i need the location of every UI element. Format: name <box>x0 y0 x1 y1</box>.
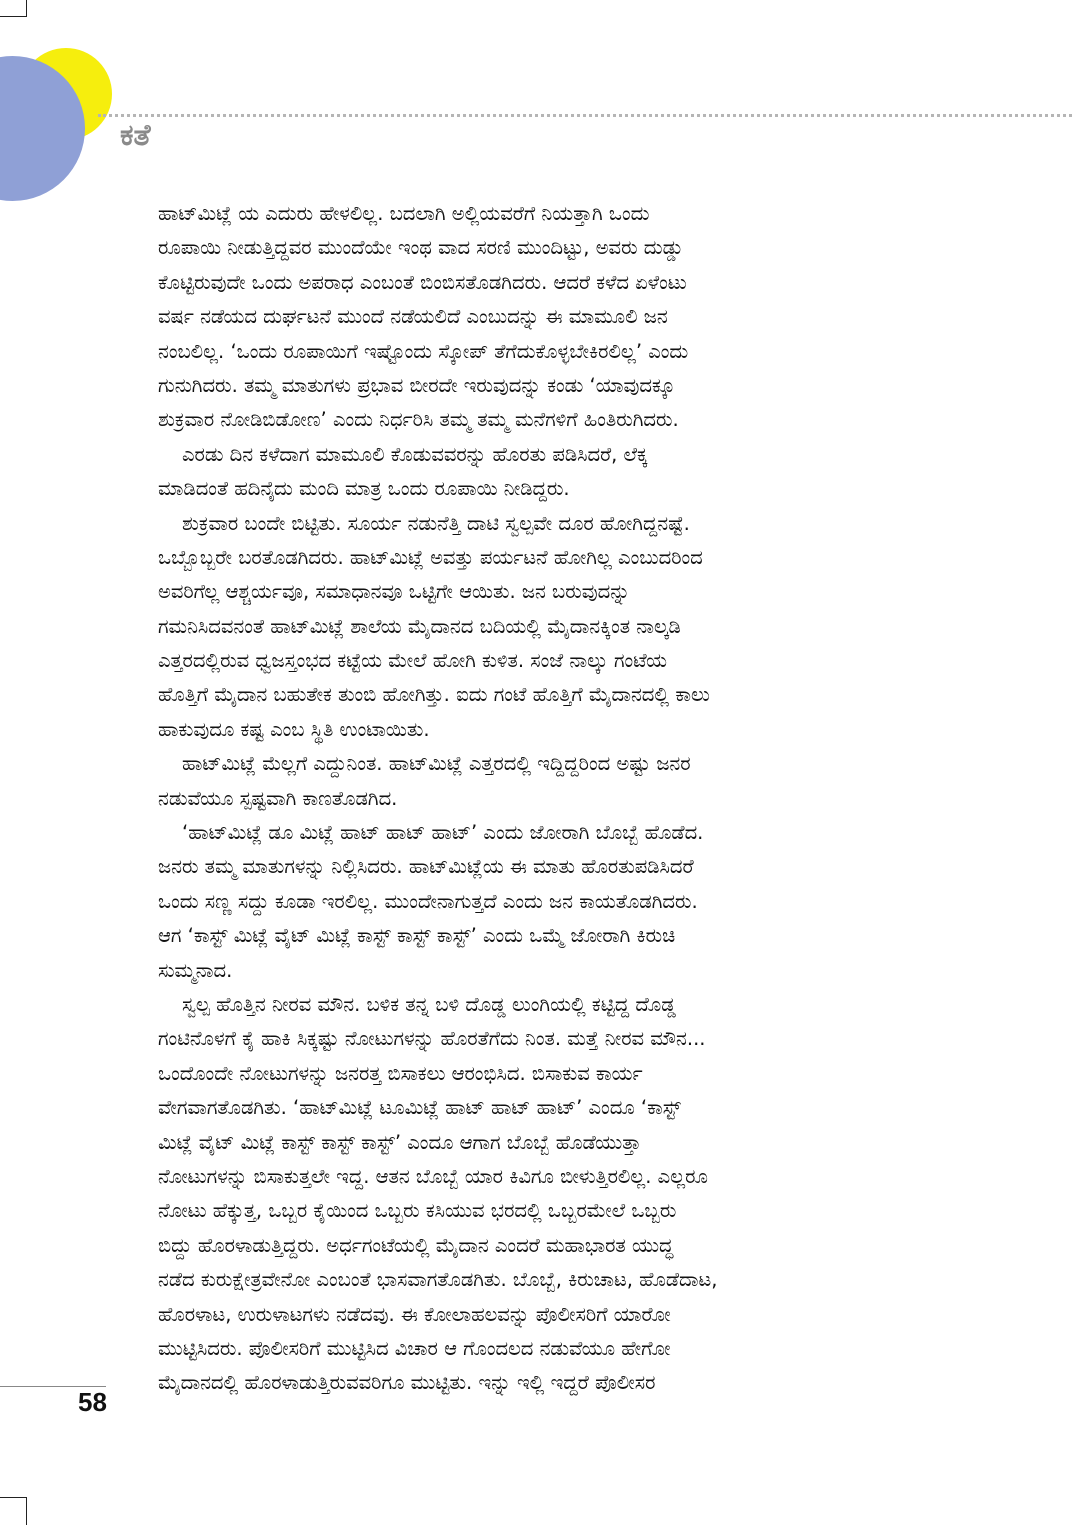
article-line: ಹಾಟ್‌ಮಿಟ್ಲೆ ಮೆಲ್ಲಗೆ ಎದ್ದುನಿಂತ. ಹಾಟ್‌ಮಿಟ್ಲೆ ಎತ್ತರದಲ್ಲಿ ಇದ್ದಿದ್ದರಿಂದ ಅಷ್ಟು ಜನರ <box>182 752 691 776</box>
article-line: ಒಂದು ಸಣ್ಣ ಸದ್ದು ಕೂಡಾ ಇರಲಿಲ್ಲ. ಮುಂದೇನಾಗುತ್ತದೆ ಎಂದು ಜನ ಕಾಯತೊಡಗಿದರು. <box>158 889 698 913</box>
article-line: ಮಿಟ್ಲೆ ವೈಟ್ ಮಿಟ್ಲೆ ಕಾಸ್ಟ್ ಕಾಸ್ಟ್ ಕಾಸ್ಟ್’ ಎಂದೂ ಆಗಾಗ ಬೊಬ್ಬೆ ಹೊಡೆಯುತ್ತಾ <box>158 1130 642 1154</box>
article-line: ಸುಮ್ಮನಾದ. <box>158 958 233 982</box>
crop-mark-top <box>0 16 26 17</box>
article-line: ನಡುವೆಯೂ ಸ್ಪಷ್ಟವಾಗಿ ಕಾಣತೊಡಗಿದ. <box>158 786 398 810</box>
article-line: ವರ್ಷ ನಡೆಯದ ದುರ್ಘಟನೆ ಮುಂದೆ ನಡೆಯಲಿದೆ ಎಂಬುದನ್ನು ಈ ಮಾಮೂಲಿ ಜನ <box>158 305 668 329</box>
crop-mark-bottom-vertical <box>26 1497 27 1525</box>
article-line: ಎರಡು ದಿನ ಕಳೆದಾಗ ಮಾಮೂಲಿ ಕೊಡುವವರನ್ನು ಹೊರತು ಪಡಿಸಿದರೆ, ಲೆಕ್ಕ <box>182 442 648 466</box>
article-line: ಹಾಟ್‌ಮಿಟ್ಲೆ ಯ ಎದುರು ಹೇಳಲಿಲ್ಲ. ಬದಲಾಗಿ ಅಲ್ಲಿಯವರೆಗೆ ನಿಯತ್ತಾಗಿ ಒಂದು <box>158 202 650 225</box>
article-line: ಗಂಟಿನೊಳಗೆ ಕೈ ಹಾಕಿ ಸಿಕ್ಕಷ್ಟು ನೋಟುಗಳನ್ನು ಹೊರತೆಗೆದು ನಿಂತ. ಮತ್ತೆ ನೀರವ ಮೌನ... <box>158 1027 706 1051</box>
article-line: ಹಾಕುವುದೂ ಕಷ್ಟ ಎಂಬ ಸ್ಥಿತಿ ಉಂಟಾಯಿತು. <box>158 717 430 741</box>
article-line: ಶುಕ್ರವಾರ ನೋಡಿಬಿಡೋಣ’ ಎಂದು ನಿರ್ಧರಿಸಿ ತಮ್ಮ ತಮ್ಮ ಮನೆಗಳಿಗೆ ಹಿಂತಿರುಗಿದರು. <box>158 408 679 432</box>
article-line: ಮೈದಾನದಲ್ಲಿ ಹೊರಳಾಡುತ್ತಿರುವವರಿಗೂ ಮುಟ್ಟಿತು. ಇನ್ನು ಇಲ್ಲಿ ಇದ್ದರೆ ಪೊಲೀಸರ <box>158 1371 656 1395</box>
header-dotted-rule <box>98 114 1072 117</box>
article-line: ಒಂದೊಂದೇ ನೋಟುಗಳನ್ನು ಜನರತ್ತ ಬಿಸಾಕಲು ಆರಂಭಿಸಿದ. ಬಿಸಾಕುವ ಕಾರ್ಯ <box>158 1061 643 1085</box>
article-line: ಗುನುಗಿದರು. ತಮ್ಮ ಮಾತುಗಳು ಪ್ರಭಾವ ಬೀರದೇ ಇರುವುದನ್ನು ಕಂಡು ‘ಯಾವುದಕ್ಕೂ <box>158 373 676 397</box>
article-body <box>158 197 903 1401</box>
article-line: ನಂಬಲಿಲ್ಲ. ‘ಒಂದು ರೂಪಾಯಿಗೆ ಇಷ್ಟೊಂದು ಸ್ಕೋಪ್ ತೆಗೆದುಕೊಳ್ಳಬೇಕಿರಲಿಲ್ಲ’ ಎಂದು <box>158 339 689 363</box>
article-line: ಮುಟ್ಟಿಸಿದರು. ಪೊಲೀಸರಿಗೆ ಮುಟ್ಟಿಸಿದ ವಿಚಾರ ಆ ಗೊಂದಲದ ನಡುವೆಯೂ ಹೇಗೋ <box>158 1336 671 1360</box>
article-line: ಕೊಟ್ಟಿರುವುದೇ ಒಂದು ಅಪರಾಧ ಎಂಬಂತೆ ಬಿಂಬಿಸತೊಡಗಿದರು. ಆದರೆ ಕಳೆದ ಏಳೆಂಟು <box>158 270 687 294</box>
article-line: ಒಬ್ಬೊಬ್ಬರೇ ಬರತೊಡಗಿದರು. ಹಾಟ್‌ಮಿಟ್ಲೆ ಅವತ್ತು ಪರ್ಯಟನೆ ಹೋಗಿಲ್ಲ ಎಂಬುದರಿಂದ <box>158 545 703 569</box>
article-line: ಎತ್ತರದಲ್ಲಿರುವ ಧ್ವಜಸ್ತಂಭದ ಕಟ್ಟೆಯ ಮೇಲೆ ಹೋಗಿ ಕುಳಿತ. ಸಂಜೆ ನಾಲ್ಕು ಗಂಟೆಯ <box>158 649 667 673</box>
article-line: ‘ಹಾಟ್‌ಮಿಟ್ಲೆ ಡೂ ಮಿಟ್ಲೆ ಹಾಟ್ ಹಾಟ್ ಹಾಟ್’ ಎಂದು ಜೋರಾಗಿ ಬೊಬ್ಬೆ ಹೊಡೆದ. <box>182 821 704 845</box>
article-line: ನೋಟು ಹೆಕ್ಕುತ್ತ, ಒಬ್ಬರ ಕೈಯಿಂದ ಒಬ್ಬರು ಕಸಿಯುವ ಭರದಲ್ಲಿ ಒಬ್ಬರಮೇಲೆ ಒಬ್ಬರು <box>158 1199 677 1223</box>
article-line: ಮಾಡಿದಂತೆ ಹದಿನೈದು ಮಂದಿ ಮಾತ್ರ ಒಂದು ರೂಪಾಯಿ ನೀಡಿದ್ದರು. <box>158 477 570 501</box>
article-line: ಆಗ ‘ಕಾಸ್ಟ್ ಮಿಟ್ಲೆ ವೈಟ್ ಮಿಟ್ಲೆ ಕಾಸ್ಟ್ ಕಾಸ್ಟ್ ಕಾಸ್ಟ್’ ಎಂದು ಒಮ್ಮೆ ಜೋರಾಗಿ ಕಿರುಚಿ <box>158 924 676 948</box>
crop-mark-bottom <box>0 1497 26 1498</box>
article-line: ರೂಪಾಯಿ ನೀಡುತ್ತಿದ್ದವರ ಮುಂದೆಯೇ ಇಂಥ ವಾದ ಸರಣಿ ಮುಂದಿಟ್ಟು, ಅವರು ದುಡ್ಡು <box>158 236 684 260</box>
crop-mark-top-vertical <box>26 0 27 17</box>
article-line: ಬಿದ್ದು ಹೊರಳಾಡುತ್ತಿದ್ದರು. ಅರ್ಧಗಂಟೆಯಲ್ಲಿ ಮೈದಾನ ಎಂದರೆ ಮಹಾಭಾರತ ಯುದ್ಧ <box>158 1233 674 1257</box>
article-line: ಸ್ವಲ್ಪ ಹೊತ್ತಿನ ನೀರವ ಮೌನ. ಬಳಿಕ ತನ್ನ ಬಳಿ ದೊಡ್ಡ ಲುಂಗಿಯಲ್ಲಿ ಕಟ್ಟಿದ್ದ ದೊಡ್ಡ <box>182 992 676 1016</box>
page-number: 58 <box>78 1387 107 1417</box>
article-line: ವೇಗವಾಗತೊಡಗಿತು. ‘ಹಾಟ್‌ಮಿಟ್ಲೆ ಟೂಮಿಟ್ಲೆ ಹಾಟ್ ಹಾಟ್ ಹಾಟ್’ ಎಂದೂ ‘ಕಾಸ್ಟ್ <box>158 1096 681 1120</box>
article-line: ಶುಕ್ರವಾರ ಬಂದೇ ಬಿಟ್ಟಿತು. ಸೂರ್ಯ ನಡುನೆತ್ತಿ ದಾಟಿ ಸ್ವಲ್ಪವೇ ದೂರ ಹೋಗಿದ್ದನಷ್ಟೆ. <box>182 511 690 535</box>
article-line: ಜನರು ತಮ್ಮ ಮಾತುಗಳನ್ನು ನಿಲ್ಲಿಸಿದರು. ಹಾಟ್‌ಮಿಟ್ಲೆಯ ಈ ಮಾತು ಹೊರತುಪಡಿಸಿದರೆ <box>158 855 694 879</box>
section-label: ಕತೆ <box>120 118 151 153</box>
article-line: ಅವರಿಗೆಲ್ಲ ಆಶ್ಚರ್ಯವೂ, ಸಮಾಧಾನವೂ ಒಟ್ಟಿಗೇ ಆಯಿತು. ಜನ ಬರುವುದನ್ನು <box>158 580 630 604</box>
article-line: ಹೊರಳಾಟ, ಉರುಳಾಟಗಳು ನಡೆದವು. ಈ ಕೋಲಾಹಲವನ್ನು ಪೊಲೀಸರಿಗೆ ಯಾರೋ <box>158 1302 671 1326</box>
article-line: ನಡೆದ ಕುರುಕ್ಷೇತ್ರವೇನೋ ಎಂಬಂತೆ ಭಾಸವಾಗತೊಡಗಿತು. ಬೊಬ್ಬೆ, ಕಿರುಚಾಟ, ಹೊಡೆದಾಟ, <box>158 1268 718 1292</box>
article-line: ಗಮನಿಸಿದವನಂತೆ ಹಾಟ್‌ಮಿಟ್ಲೆ ಶಾಲೆಯ ಮೈದಾನದ ಬದಿಯಲ್ಲಿ ಮೈದಾನಕ್ಕಿಂತ ನಾಲ್ಕಡಿ <box>158 614 681 638</box>
article-line: ನೋಟುಗಳನ್ನು ಬಿಸಾಕುತ್ತಲೇ ಇದ್ದ. ಆತನ ಬೊಬ್ಬೆ ಯಾರ ಕಿವಿಗೂ ಬೀಳುತ್ತಿರಲಿಲ್ಲ. ಎಲ್ಲರೂ <box>158 1164 708 1188</box>
article-line: ಹೊತ್ತಿಗೆ ಮೈದಾನ ಬಹುತೇಕ ತುಂಬಿ ಹೋಗಿತ್ತು. ಐದು ಗಂಟೆ ಹೊತ್ತಿಗೆ ಮೈದಾನದಲ್ಲಿ ಕಾಲು <box>158 683 710 707</box>
